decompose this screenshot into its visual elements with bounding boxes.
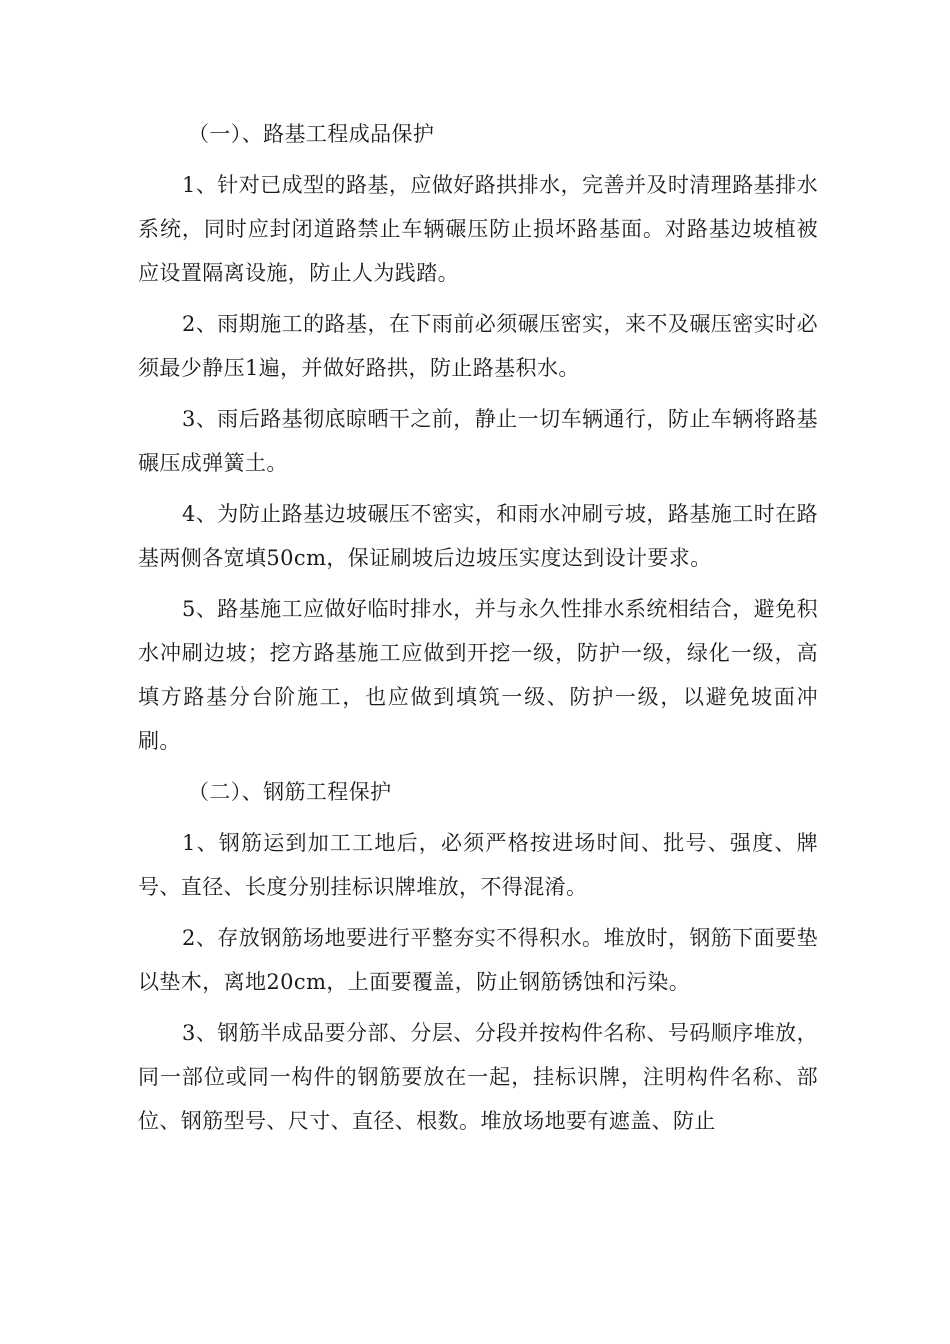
paragraph: 1、针对已成型的路基，应做好路拱排水，完善并及时清理路基排水系统，同时应封闭道路禁止车辆碾压防止损坏路基面。对路基边坡植被应设置隔离设施，防止人为践踏。: [138, 173, 818, 285]
paragraph: 2、存放钢筋场地要进行平整夯实不得积水。堆放时，钢筋下面要垫以垫木，离地20cm，上面要覆盖，防止钢筋锈蚀和污染。: [138, 926, 818, 994]
paragraph: 1、钢筋运到加工工地后，必须严格按进场时间、批号、强度、牌号、直径、长度分别挂标识牌堆放，不得混淆。: [138, 831, 818, 899]
paragraph: 4、为防止路基边坡碾压不密实，和雨水冲刷亏坡，路基施工时在路基两侧各宽填50cm，保证刷坡后边坡压实度达到设计要求。: [138, 502, 818, 570]
paragraph: 3、雨后路基彻底晾晒干之前，静止一切车辆通行，防止车辆将路基碾压成弹簧土。: [138, 407, 818, 475]
section-heading: （一）、路基工程成品保护: [188, 122, 435, 146]
section-heading: （二）、钢筋工程保护: [188, 780, 392, 804]
paragraph: 5、路基施工应做好临时排水，并与永久性排水系统相结合，避免积水冲刷边坡；挖方路基施工应做到开挖一级，防护一级，绿化一级，高填方路基分台阶施工，也应做到填筑一级、防护一级，以避免坡面冲刷。: [138, 597, 818, 753]
paragraph: 2、雨期施工的路基，在下雨前必须碾压密实，来不及碾压密实时必须最少静压1遍，并做好路拱，防止路基积水。: [138, 312, 818, 380]
paragraph: 3、钢筋半成品要分部、分层、分段并按构件名称、号码顺序堆放，同一部位或同一构件的钢筋要放在一起，挂标识牌，注明构件名称、部位、钢筋型号、尺寸、直径、根数。堆放场地要有遮盖、防止: [138, 1021, 818, 1133]
document-page: [138, 112, 818, 1150]
